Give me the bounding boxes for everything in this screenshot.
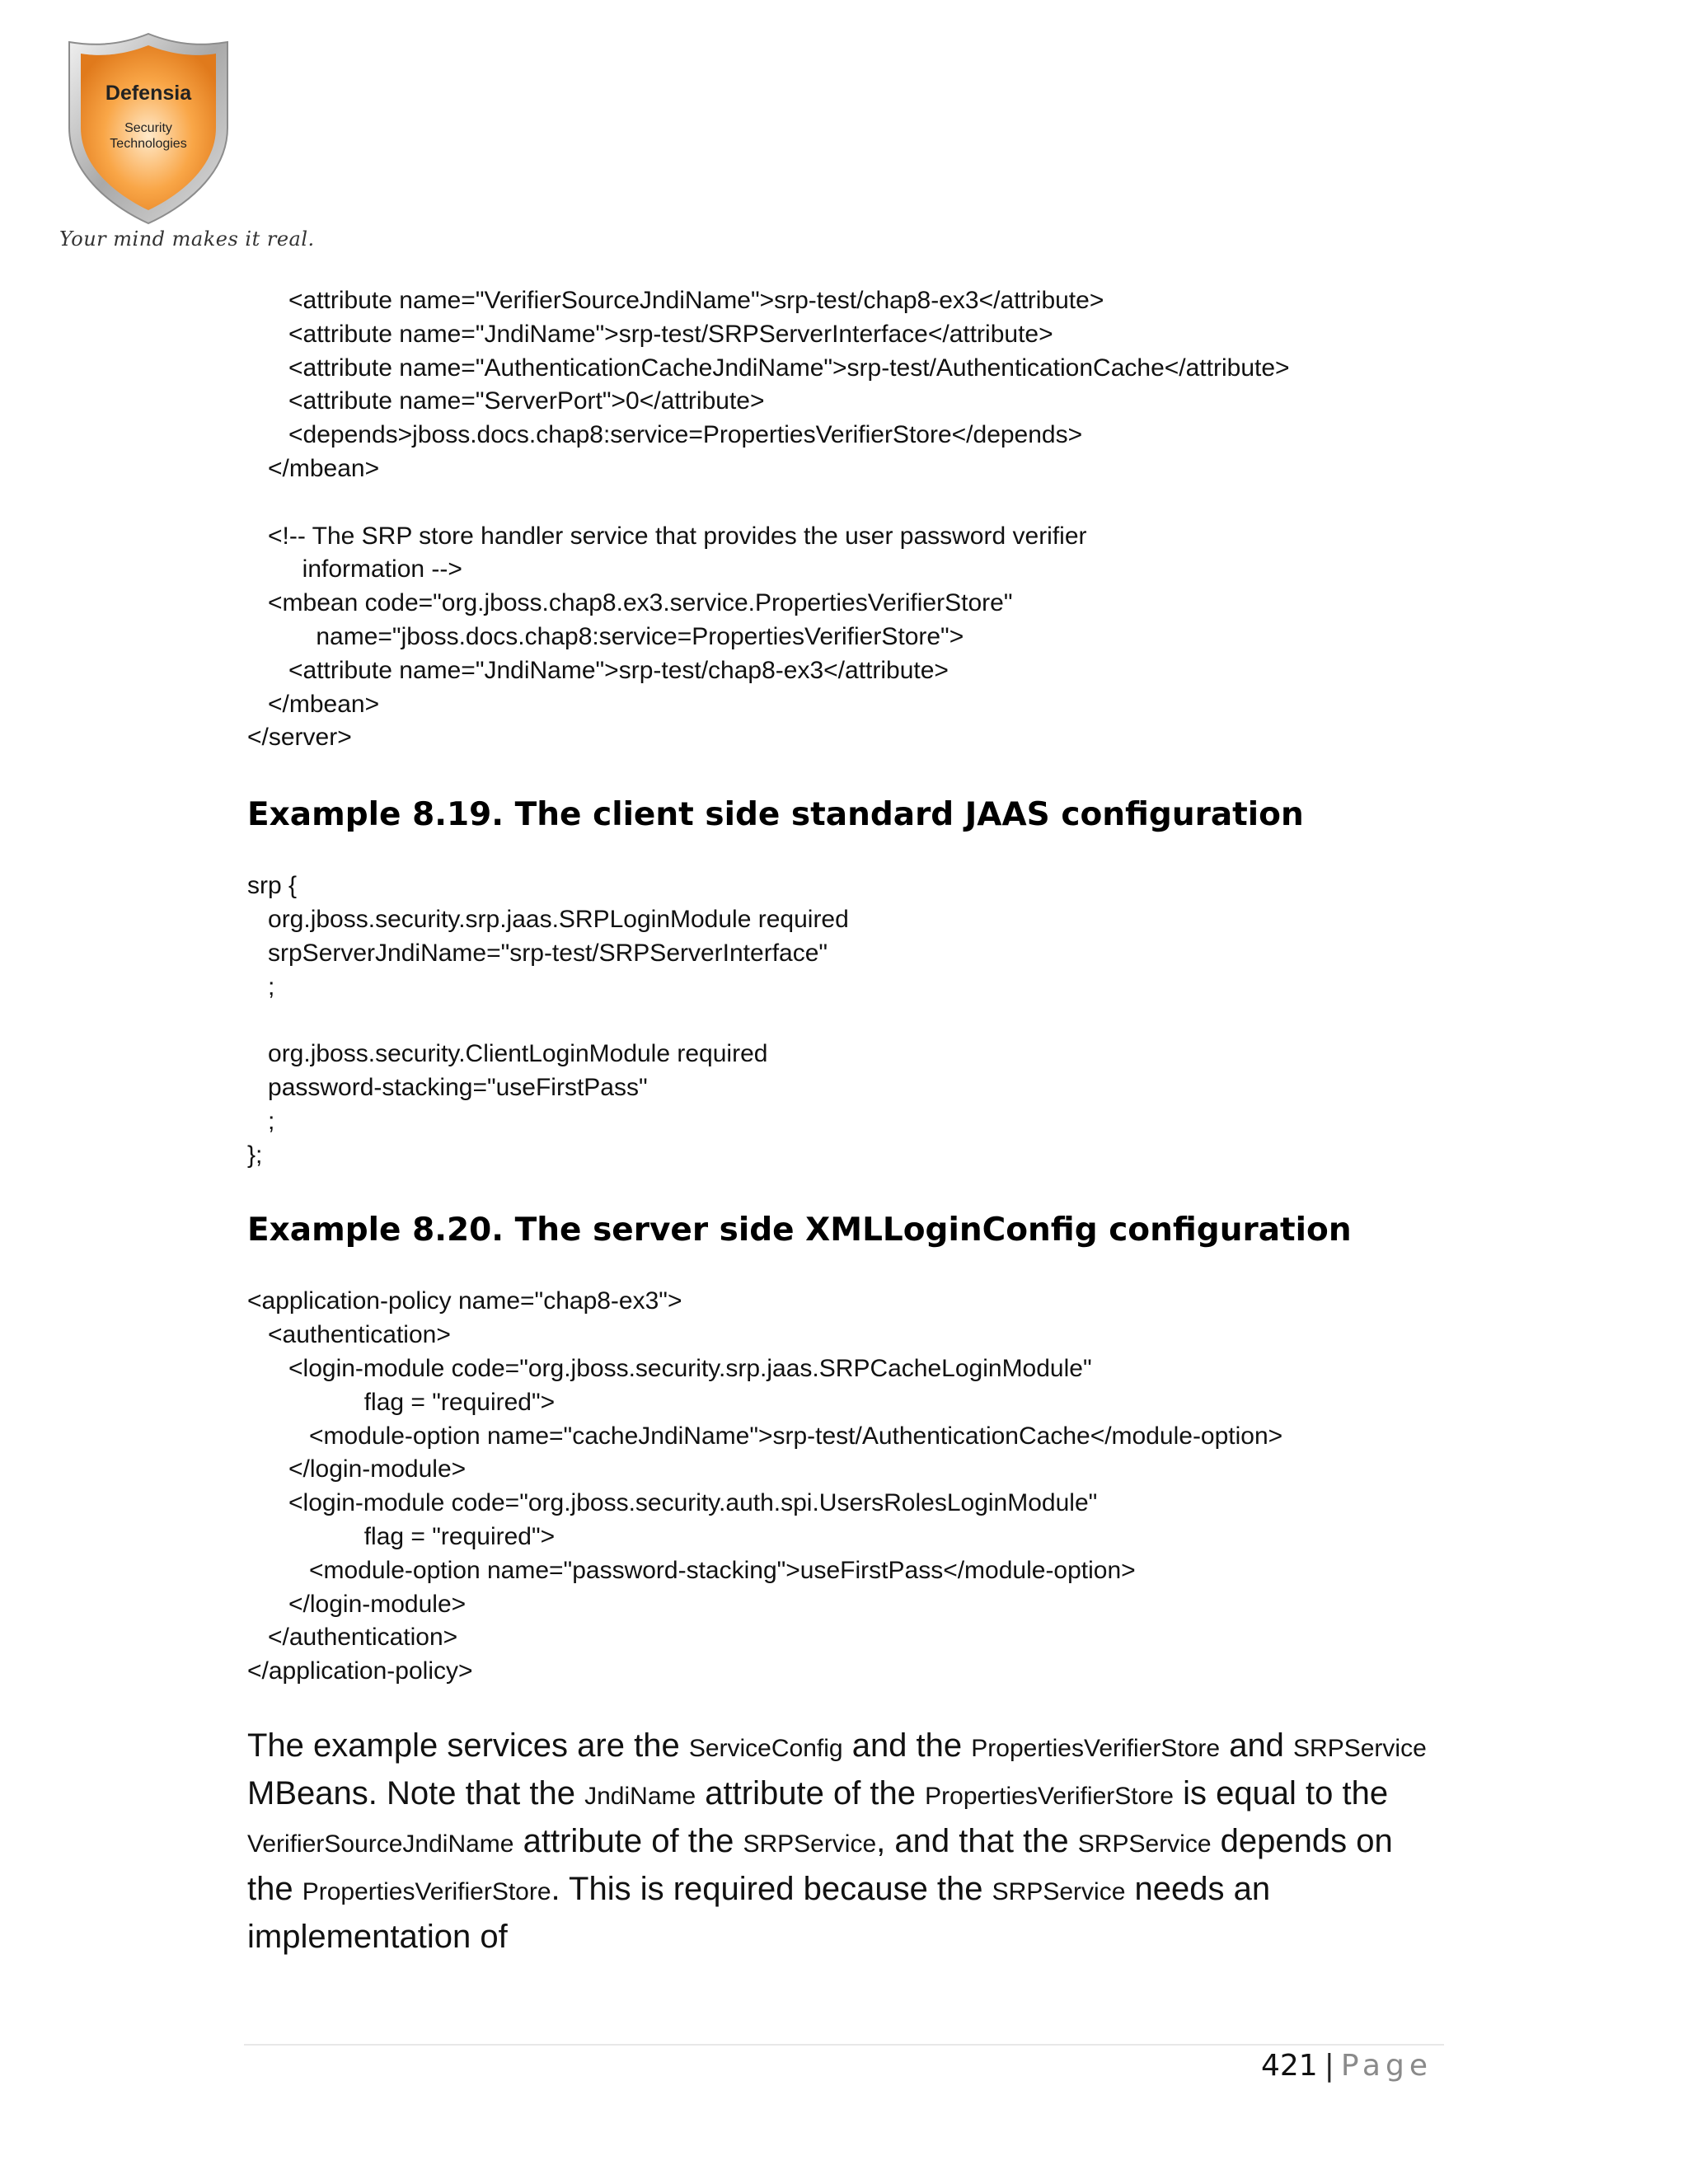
- code-line: </login-module>: [247, 1590, 467, 1618]
- code-line: </server>: [247, 724, 352, 752]
- code-line: org.jboss.security.srp.jaas.SRPLoginModule required: [247, 905, 849, 933]
- body-paragraph: The example services are the ServiceConfig and the PropertiesVerifierStore and SRPService MBeans. Note that the JndiName attribute of the PropertiesVerifierStore is equal to the VerifierSourceJndiName attribute of the SRPService, and that the SRPService depends on the PropertiesVerifierStore. This is required because the SRPService needs an implementation of: [247, 1727, 1427, 1955]
- inline-code: PropertiesVerifierStore: [971, 1734, 1221, 1762]
- code-line: org.jboss.security.ClientLoginModule required: [247, 1040, 768, 1068]
- page-content: [247, 284, 1434, 1960]
- page-footer: [1261, 2046, 1432, 2087]
- code-line: </login-module>: [247, 1455, 467, 1483]
- inline-code: PropertiesVerifierStore: [302, 1877, 551, 1905]
- code-line: <attribute name="VerifierSourceJndiName">srp-test/chap8-ex3</attribute>: [247, 287, 1104, 314]
- inline-code: PropertiesVerifierStore: [925, 1782, 1174, 1810]
- code-line: <mbean code="org.jboss.chap8.ex3.service.PropertiesVerifierStore": [247, 589, 1013, 617]
- code-line: <!-- The SRP store handler service that provides the user password verifier: [247, 522, 1087, 550]
- inline-code: SRPService: [1293, 1734, 1427, 1762]
- logo-tagline: Your mind makes it real.: [59, 227, 315, 251]
- code-line: <authentication>: [247, 1321, 451, 1349]
- code-line: flag = "required">: [247, 1522, 556, 1550]
- code-line: name="jboss.docs.chap8:service=PropertiesVerifierStore">: [247, 622, 964, 650]
- inline-code: SRPService: [992, 1877, 1126, 1905]
- code-line: <attribute name="ServerPort">0</attribute>: [247, 387, 765, 415]
- code-block-jaas-config: [247, 869, 1434, 1172]
- inline-code: SRPService: [743, 1830, 877, 1858]
- inline-code: ServiceConfig: [688, 1734, 843, 1762]
- code-line: </application-policy>: [247, 1657, 473, 1685]
- svg-text:Defensia: Defensia: [105, 82, 192, 105]
- code-line: [247, 1004, 1434, 1038]
- code-line: <depends>jboss.docs.chap8:service=PropertiesVerifierStore</depends>: [247, 421, 1083, 449]
- code-line: <module-option name="password-stacking">useFirstPass</module-option>: [247, 1556, 1136, 1584]
- svg-text:Technologies: Technologies: [110, 137, 187, 151]
- code-line: [247, 486, 1434, 520]
- inline-code: VerifierSourceJndiName: [247, 1830, 514, 1858]
- code-line: </mbean>: [247, 454, 380, 482]
- svg-text:Security: Security: [124, 121, 172, 135]
- code-line: ;: [247, 1107, 275, 1135]
- page-label: Page: [1340, 2049, 1432, 2083]
- code-line: srpServerJndiName="srp-test/SRPServerInterface": [247, 939, 828, 967]
- shield-icon: [58, 29, 239, 227]
- code-line: srp {: [247, 872, 298, 900]
- code-line: <attribute name="JndiName">srp-test/chap8-ex3</attribute>: [247, 656, 949, 684]
- code-line: information -->: [247, 555, 462, 583]
- code-line: <application-policy name="chap8-ex3">: [247, 1287, 682, 1315]
- code-line: <login-module code="org.jboss.security.auth.spi.UsersRolesLoginModule": [247, 1489, 1098, 1517]
- company-logo: [58, 29, 239, 255]
- inline-code: SRPService: [1077, 1830, 1212, 1858]
- code-line: <attribute name="JndiName">srp-test/SRPServerInterface</attribute>: [247, 320, 1053, 348]
- code-line: </authentication>: [247, 1624, 458, 1652]
- code-line: password-stacking="useFirstPass": [247, 1073, 648, 1101]
- page-number: 421: [1260, 2049, 1318, 2083]
- inline-code: JndiName: [584, 1782, 696, 1810]
- code-line: ;: [247, 972, 275, 1001]
- code-line: <login-module code="org.jboss.security.srp.jaas.SRPCacheLoginModule": [247, 1354, 1092, 1382]
- code-line: };: [247, 1141, 263, 1169]
- example-heading-8-20: Example 8.20. The server side XMLLoginConfig configuration: [247, 1212, 1352, 1249]
- code-line: <module-option name="cacheJndiName">srp-test/AuthenticationCache</module-option>: [247, 1422, 1283, 1450]
- code-line: flag = "required">: [247, 1388, 556, 1416]
- code-line: <attribute name="AuthenticationCacheJndiName">srp-test/AuthenticationCache</attribute>: [247, 354, 1290, 382]
- code-block-xmlloginconfig: [247, 1285, 1434, 1689]
- code-block-mbean-config: [247, 284, 1434, 755]
- example-heading-8-19: Example 8.19. The client side standard JAAS configuration: [247, 796, 1304, 834]
- code-line: </mbean>: [247, 690, 380, 718]
- footer-separator: |: [1324, 2049, 1334, 2083]
